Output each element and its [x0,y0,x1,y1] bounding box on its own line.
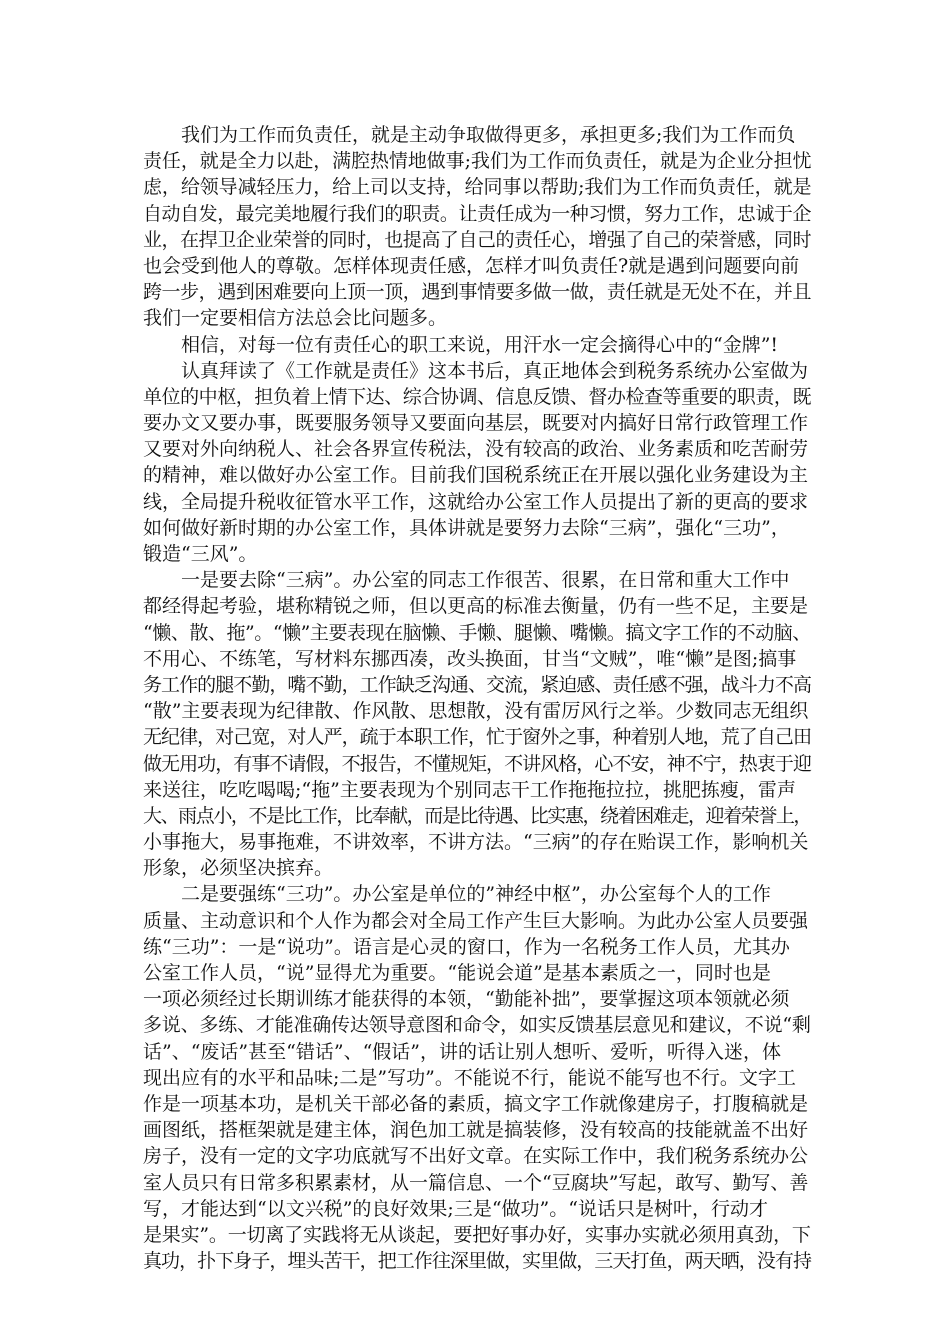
text-line: 作是一项基本功，是机关干部必备的素质，搞文字工作就像建房子，打腹稿就是 [143,1092,809,1115]
text-line: 房子，没有一定的文字功底就写不出好文章。在实际工作中，我们税务系统办公 [143,1145,809,1168]
text-line: 公室工作人员，“说”显得尤为重要。“能说会道”是基本素质之一，同时也是 [143,962,771,984]
text-line: 责任，就是全力以赴，满腔热情地做事;我们为工作而负责任，就是为企业分担忧 [143,150,812,173]
text-line: 真功，扑下身子，埋头苦干，把工作往深里做，实里做，三天打鱼，两天晒，没有持 [143,1250,812,1273]
text-line: 大、雨点小，不是比工作，比奉献，而是比待遇、比实惠，绕着困难走，迎着荣誉上， [143,804,812,827]
text-line: 小事拖大，易事拖难，不讲效率，不讲方法。“三病”的存在贻误工作，影响机关 [143,831,809,854]
text-line: 我们一定要相信方法总会比问题多。 [143,307,448,330]
text-line: 也会受到他人的尊敬。怎样体现责任感，怎样才叫负责任?就是遇到问题要向前 [143,254,800,277]
text-line: 线，全局提升税收征管水平工作，这就给办公室工作人员提出了新的更高的要求 [143,490,809,513]
paragraph [143,358,811,568]
text-line: 单位的中枢，担负着上情下达、综合协调、信息反馈、督办检查等重要的职责，既 [143,385,812,408]
text-line: 又要对外向纳税人、社会各界宣传税法，没有较高的政治、业务素质和吃苦耐劳 [143,438,809,461]
text-line: 多说、多练、才能准确传达领导意图和命令，如实反馈基层意见和建议，不说“剩 [143,1014,811,1037]
text-line: 要办文又要办事，既要服务领导又要面向基层，既要对内搞好日常行政管理工作 [143,412,809,435]
text-line: 认真拜读了《工作就是责任》这本书后，真正地体会到税务系统办公室做为 [181,359,809,382]
document-body [143,122,811,1274]
text-line: 如何做好新时期的办公室工作，具体讲就是要努力去除“三病”，强化“三功”， [143,516,790,539]
text-line: 现出应有的水平和品味;二是”写功”。不能说不行，能说不能写也不行。文字工 [143,1066,796,1089]
text-line: “散”主要表现为纪律散、作风散、思想散，没有雷厉风行之举。少数同志无组织 [143,700,809,723]
text-line: 来送往，吃吃喝喝;“拖”主要表现为个别同志干工作拖拖拉拉，挑肥拣瘦，雷声 [143,778,796,801]
text-line: 无纪律，对己宽，对人严，疏于本职工作，忙于窗外之事，种着别人地，荒了自己田 [143,726,812,749]
text-line: 做无用功，有事不请假，不报告，不懂规矩，不讲风格，心不安，神不宁，热衷于迎 [143,752,812,775]
text-line: 写，才能达到“以文兴税”的良好效果;三是“做功”。“说话只是树叶，行动才 [143,1197,768,1220]
text-line: 室人员只有日常多积累素材，从一篇信息、一个“豆腐块”写起，敢写、勤写、善 [143,1171,809,1194]
text-line: 虑，给领导减轻压力，给上司以支持，给同事以帮助;我们为工作而负责任，就是 [143,176,812,199]
text-line: 话”、“废话”甚至“错话”、“假话”，讲的话让别人想听、爱听，听得入迷，体 [143,1040,781,1063]
paragraph [143,881,811,1274]
text-line: 相信，对每一位有责任心的职工来说，用汗水一定会摘得心中的“金牌”! [181,333,779,356]
text-line: 跨一步，遇到困难要向上顶一顶，遇到事情要多做一做，责任就是无处不在，并且 [143,281,812,304]
text-line: 我们为工作而负责任，就是主动争取做得更多，承担更多;我们为工作而负 [181,124,796,146]
text-line: 一是要去除“三病”。办公室的同志工作很苦、很累，在日常和重大工作中 [181,569,790,592]
text-line: 形象，必须坚决摈弃。 [143,857,334,880]
text-line: 是果实”。一切离了实践将无从谈起，要把好事办好，实事办实就必须用真劲，下 [143,1223,811,1246]
paragraph [143,122,811,332]
text-line: 二是要强练“三功”。办公室是单位的”神经中枢”，办公室每个人的工作 [181,883,771,906]
text-line: 锻造“三风”。 [143,543,258,565]
text-line: “懒、散、拖”。“懒”主要表现在脑懒、手懒、腿懒、嘴懒。搞文字工作的不动脑、 [143,621,811,644]
text-line: 业，在捍卫企业荣誉的同时，也提高了自己的责任心，增强了自己的荣誉感，同时 [143,228,812,251]
paragraph [143,332,811,358]
text-line: 务工作的腿不勤，嘴不勤，工作缺乏沟通、交流，紧迫感、责任感不强，战斗力不高 [143,673,812,696]
text-line: 质量、主动意识和个人作为都会对全局工作产生巨大影响。为此办公室人员要强 [143,909,809,932]
text-line: 练“三功”：一是“说功”。语言是心灵的窗口，作为一名税务工作人员，尤其办 [143,935,790,958]
text-line: 一项必须经过长期训练才能获得的本领，“勤能补拙”，要掌握这项本领就必须 [143,988,790,1011]
text-line: 的精神，难以做好办公室工作。目前我们国税系统正在开展以强化业务建设为主 [143,464,809,487]
text-line: 自动自发，最完美地履行我们的职责。让责任成为一种习惯，努力工作，忠诚于企 [143,202,812,225]
text-line: 画图纸，搭框架就是建主体，润色加工就是搞装修，没有较高的技能就盖不出好 [143,1119,809,1142]
paragraph [143,567,811,881]
text-line: 不用心、不练笔，写材料东挪西凑，改头换面，甘当“文贼”，唯“懒”是图;搞事 [143,647,797,670]
text-line: 都经得起考验，堪称精锐之师，但以更高的标准去衡量，仍有一些不足，主要是 [143,595,809,618]
